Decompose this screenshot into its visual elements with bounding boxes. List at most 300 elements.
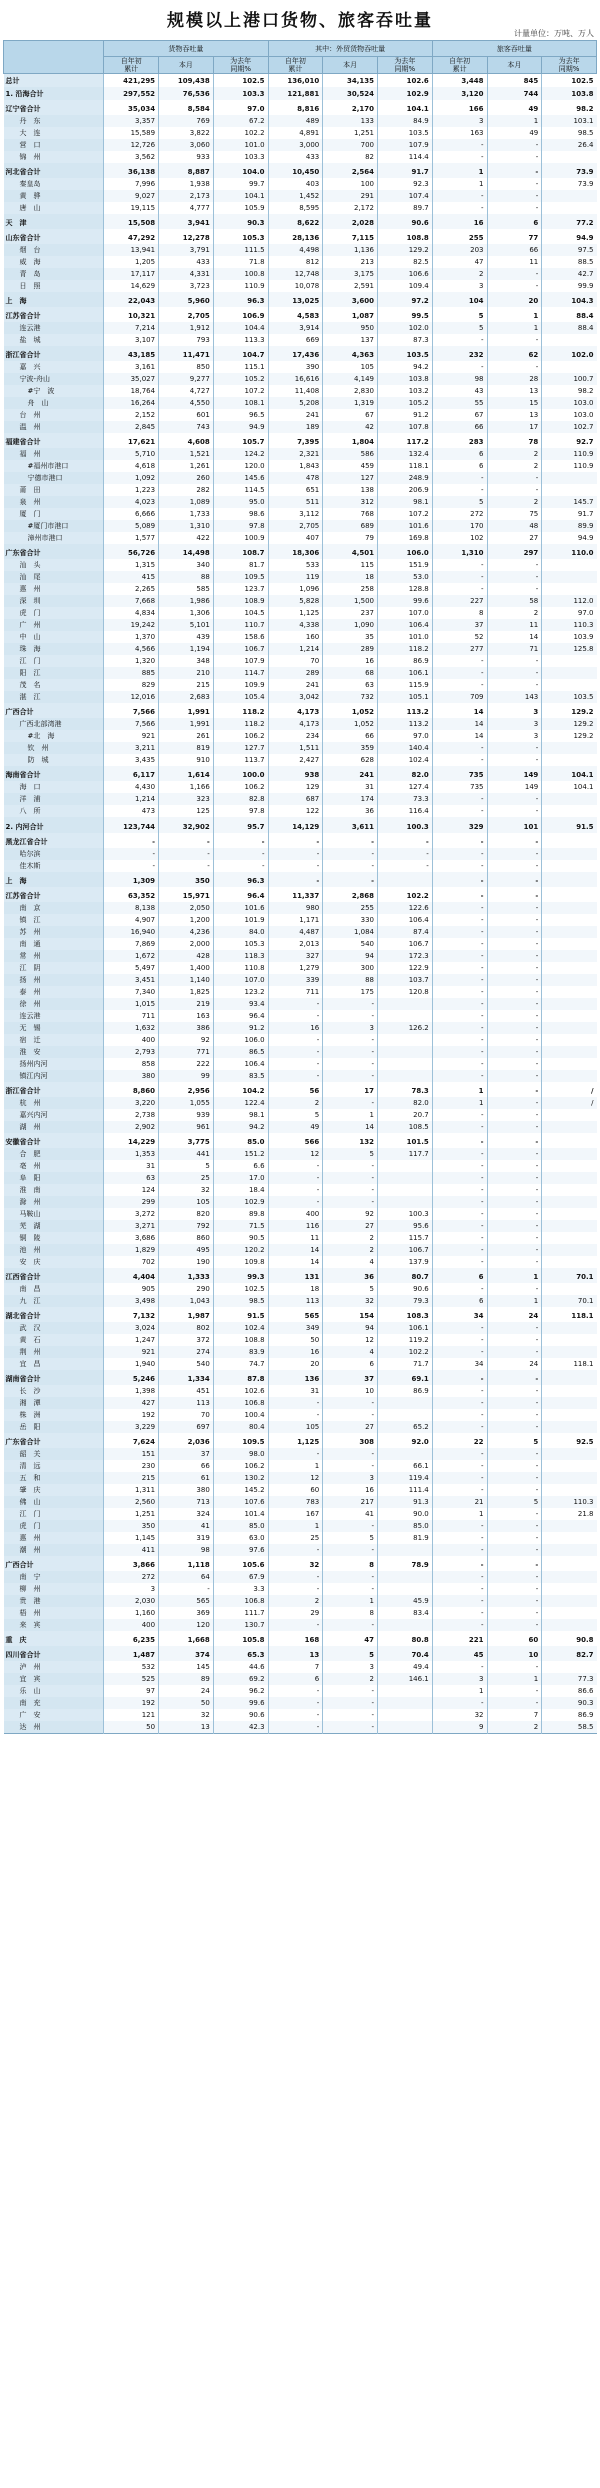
value-cell: 93.4 bbox=[213, 998, 268, 1010]
value-cell: 102.9 bbox=[378, 87, 433, 100]
value-cell: 1 bbox=[487, 1673, 542, 1685]
value-cell: 189 bbox=[268, 421, 323, 433]
value-cell: 1,214 bbox=[268, 643, 323, 655]
value-cell: - bbox=[487, 1184, 542, 1196]
value-cell bbox=[378, 1196, 433, 1208]
value-cell: 118.2 bbox=[378, 643, 433, 655]
value-cell: 1,577 bbox=[104, 532, 159, 544]
value-cell: - bbox=[432, 1370, 487, 1385]
port-name-cell: 宜 昌 bbox=[4, 1358, 104, 1370]
value-cell: 85.0 bbox=[378, 1520, 433, 1532]
port-name-cell: 嘉兴内河 bbox=[4, 1109, 104, 1121]
value-cell: - bbox=[487, 1460, 542, 1472]
value-cell: 71.5 bbox=[213, 1220, 268, 1232]
value-cell: 5,089 bbox=[104, 520, 159, 532]
value-cell bbox=[542, 679, 597, 691]
value-cell: 1,843 bbox=[268, 460, 323, 472]
value-cell: - bbox=[487, 1070, 542, 1082]
value-cell: 97.6 bbox=[213, 1544, 268, 1556]
value-cell: 100 bbox=[323, 178, 378, 190]
port-name-cell: 2. 内河合计 bbox=[4, 817, 104, 833]
table-row bbox=[4, 1520, 597, 1532]
table-row bbox=[4, 385, 597, 397]
value-cell: - bbox=[432, 1484, 487, 1496]
value-cell: 669 bbox=[268, 334, 323, 346]
value-cell: - bbox=[432, 833, 487, 848]
value-cell: 1 bbox=[432, 1508, 487, 1520]
value-cell: 107.0 bbox=[213, 974, 268, 986]
value-cell: 106.0 bbox=[378, 544, 433, 559]
value-cell: 109.5 bbox=[213, 571, 268, 583]
value-cell: 103.1 bbox=[542, 115, 597, 127]
value-cell: 106.7 bbox=[378, 938, 433, 950]
value-cell: 66 bbox=[432, 421, 487, 433]
value-cell: 18 bbox=[323, 571, 378, 583]
value-cell: - bbox=[487, 1172, 542, 1184]
value-cell bbox=[378, 1544, 433, 1556]
value-cell: 16 bbox=[268, 1022, 323, 1034]
value-cell: 2,036 bbox=[159, 1433, 214, 1448]
value-cell: 34 bbox=[432, 1307, 487, 1322]
value-cell bbox=[378, 998, 433, 1010]
table-row bbox=[4, 544, 597, 559]
value-cell: 1,251 bbox=[104, 1508, 159, 1520]
value-cell: 768 bbox=[323, 508, 378, 520]
port-name-cell: 江 门 bbox=[4, 655, 104, 667]
value-cell bbox=[542, 742, 597, 754]
value-cell: 330 bbox=[323, 914, 378, 926]
value-cell: 3,042 bbox=[268, 691, 323, 703]
value-cell: - bbox=[487, 1283, 542, 1295]
value-cell: 91.2 bbox=[213, 1022, 268, 1034]
port-name-cell: 江苏省合计 bbox=[4, 887, 104, 902]
value-cell: 411 bbox=[104, 1544, 159, 1556]
value-cell: 4,777 bbox=[159, 202, 214, 214]
value-cell: 15 bbox=[487, 397, 542, 409]
value-cell: 215 bbox=[104, 1472, 159, 1484]
table-row bbox=[4, 887, 597, 902]
column-header: 本月 bbox=[323, 57, 378, 74]
value-cell: 103.3 bbox=[213, 151, 268, 163]
value-cell bbox=[542, 1133, 597, 1148]
value-cell: 858 bbox=[104, 1058, 159, 1070]
value-cell: 100.7 bbox=[542, 373, 597, 385]
value-cell: - bbox=[487, 178, 542, 190]
value-cell: 129.2 bbox=[542, 718, 597, 730]
value-cell: 1,991 bbox=[159, 718, 214, 730]
value-cell: 327 bbox=[268, 950, 323, 962]
value-cell: 56 bbox=[268, 1082, 323, 1097]
value-cell: 12,726 bbox=[104, 139, 159, 151]
value-cell: 1,986 bbox=[159, 595, 214, 607]
value-cell: 441 bbox=[159, 1148, 214, 1160]
value-cell: 819 bbox=[159, 742, 214, 754]
table-row bbox=[4, 559, 597, 571]
value-cell: 349 bbox=[268, 1322, 323, 1334]
value-cell: - bbox=[432, 950, 487, 962]
value-cell: 73.9 bbox=[542, 163, 597, 178]
value-cell: 5 bbox=[323, 1283, 378, 1295]
value-cell: 8,584 bbox=[159, 100, 214, 115]
value-cell bbox=[542, 1070, 597, 1082]
value-cell: - bbox=[323, 1397, 378, 1409]
value-cell: 241 bbox=[323, 766, 378, 781]
value-cell: - bbox=[432, 472, 487, 484]
value-cell: 1 bbox=[487, 1295, 542, 1307]
value-cell: 282 bbox=[159, 484, 214, 496]
value-cell bbox=[542, 1046, 597, 1058]
value-cell: - bbox=[323, 833, 378, 848]
value-cell: 125.8 bbox=[542, 643, 597, 655]
table-row bbox=[4, 1532, 597, 1544]
value-cell: 3 bbox=[432, 280, 487, 292]
value-cell: 10,321 bbox=[104, 307, 159, 322]
value-cell: 2,427 bbox=[268, 754, 323, 766]
value-cell: 27 bbox=[323, 1421, 378, 1433]
port-name-cell: 泰 州 bbox=[4, 986, 104, 998]
table-row bbox=[4, 691, 597, 703]
value-cell: - bbox=[323, 1544, 378, 1556]
port-name-cell: 盐 城 bbox=[4, 334, 104, 346]
table-row bbox=[4, 1631, 597, 1646]
value-cell: - bbox=[487, 1220, 542, 1232]
value-cell: 8,887 bbox=[159, 163, 214, 178]
value-cell: 163 bbox=[159, 1010, 214, 1022]
value-cell: 118.2 bbox=[213, 703, 268, 718]
table-row bbox=[4, 100, 597, 115]
value-cell: - bbox=[487, 926, 542, 938]
port-name-cell: 合 肥 bbox=[4, 1148, 104, 1160]
value-cell: 110.7 bbox=[213, 619, 268, 631]
value-cell: 1,733 bbox=[159, 508, 214, 520]
value-cell: 7,115 bbox=[323, 229, 378, 244]
value-cell: 70 bbox=[268, 655, 323, 667]
value-cell: 2,868 bbox=[323, 887, 378, 902]
table-row bbox=[4, 448, 597, 460]
value-cell: 106.4 bbox=[378, 619, 433, 631]
port-name-cell: 黄 石 bbox=[4, 1334, 104, 1346]
table-row bbox=[4, 361, 597, 373]
port-name-cell: 中 山 bbox=[4, 631, 104, 643]
value-cell: 5,497 bbox=[104, 962, 159, 974]
value-cell: 2,902 bbox=[104, 1121, 159, 1133]
value-cell: - bbox=[487, 887, 542, 902]
value-cell: 10,078 bbox=[268, 280, 323, 292]
value-cell: 115.1 bbox=[213, 361, 268, 373]
value-cell: 121 bbox=[104, 1709, 159, 1721]
value-cell bbox=[542, 1544, 597, 1556]
value-cell: - bbox=[432, 902, 487, 914]
port-name-cell: 滁 州 bbox=[4, 1196, 104, 1208]
port-name-cell: 洋 浦 bbox=[4, 793, 104, 805]
value-cell: 5 bbox=[432, 307, 487, 322]
value-cell bbox=[542, 1196, 597, 1208]
table-row bbox=[4, 631, 597, 643]
value-cell: 97.2 bbox=[378, 292, 433, 307]
value-cell: 36,138 bbox=[104, 163, 159, 178]
value-cell: - bbox=[487, 848, 542, 860]
value-cell: 812 bbox=[268, 256, 323, 268]
value-cell: 697 bbox=[159, 1421, 214, 1433]
value-cell: 110.0 bbox=[542, 544, 597, 559]
table-row bbox=[4, 74, 597, 88]
value-cell: 850 bbox=[159, 361, 214, 373]
value-cell: - bbox=[487, 1397, 542, 1409]
value-cell: - bbox=[323, 1520, 378, 1532]
value-cell: 13 bbox=[487, 409, 542, 421]
value-cell: 113.7 bbox=[213, 754, 268, 766]
value-cell: - bbox=[432, 1058, 487, 1070]
value-cell: 91.7 bbox=[542, 508, 597, 520]
value-cell: 65.3 bbox=[213, 1646, 268, 1661]
table-row bbox=[4, 421, 597, 433]
value-cell bbox=[542, 833, 597, 848]
port-name-cell: 广东省合计 bbox=[4, 544, 104, 559]
value-cell: - bbox=[268, 1184, 323, 1196]
value-cell bbox=[542, 655, 597, 667]
value-cell: 921 bbox=[104, 730, 159, 742]
value-cell: 58.5 bbox=[542, 1721, 597, 1734]
port-name-cell: 秦皇岛 bbox=[4, 178, 104, 190]
value-cell: 845 bbox=[487, 74, 542, 88]
value-cell: 42.7 bbox=[542, 268, 597, 280]
value-cell: 118.2 bbox=[213, 718, 268, 730]
value-cell: 122 bbox=[268, 805, 323, 817]
value-cell: 145.2 bbox=[213, 1484, 268, 1496]
value-cell: 2 bbox=[487, 496, 542, 508]
value-cell: 129.2 bbox=[542, 703, 597, 718]
port-name-cell: 扬 州 bbox=[4, 974, 104, 986]
value-cell: 115 bbox=[323, 559, 378, 571]
value-cell: 82.7 bbox=[542, 1646, 597, 1661]
table-row bbox=[4, 1121, 597, 1133]
value-cell: 10 bbox=[323, 1385, 378, 1397]
value-cell: 104.3 bbox=[542, 292, 597, 307]
value-cell: 67 bbox=[432, 409, 487, 421]
table-row bbox=[4, 1010, 597, 1022]
value-cell bbox=[542, 1619, 597, 1631]
value-cell: 525 bbox=[104, 1673, 159, 1685]
port-name-cell: 阳 江 bbox=[4, 667, 104, 679]
table-row bbox=[4, 268, 597, 280]
value-cell: 3,723 bbox=[159, 280, 214, 292]
port-name-cell: 哈尔滨 bbox=[4, 848, 104, 860]
value-cell: 4,501 bbox=[323, 544, 378, 559]
value-cell: 99.5 bbox=[378, 307, 433, 322]
value-cell: - bbox=[323, 1448, 378, 1460]
value-cell: 90.8 bbox=[542, 1631, 597, 1646]
value-cell: 372 bbox=[159, 1334, 214, 1346]
value-cell bbox=[378, 1709, 433, 1721]
value-cell: 16 bbox=[323, 655, 378, 667]
port-name-cell: 达 州 bbox=[4, 1721, 104, 1734]
value-cell: 166 bbox=[432, 100, 487, 115]
value-cell: 1,311 bbox=[104, 1484, 159, 1496]
value-cell: 133 bbox=[323, 115, 378, 127]
value-cell: 104.1 bbox=[213, 190, 268, 202]
value-cell: 289 bbox=[323, 643, 378, 655]
value-cell: 3,211 bbox=[104, 742, 159, 754]
value-cell: 323 bbox=[159, 793, 214, 805]
value-cell: 221 bbox=[432, 1631, 487, 1646]
value-cell: - bbox=[432, 1322, 487, 1334]
value-cell: 106.2 bbox=[213, 730, 268, 742]
value-cell: 32 bbox=[323, 1295, 378, 1307]
port-name-cell: 惠 州 bbox=[4, 583, 104, 595]
value-cell: 3,562 bbox=[104, 151, 159, 163]
port-name-cell: 虎 门 bbox=[4, 1520, 104, 1532]
value-cell: 2 bbox=[487, 607, 542, 619]
value-cell: 98.5 bbox=[213, 1295, 268, 1307]
value-cell: 106.6 bbox=[378, 268, 433, 280]
value-cell: - bbox=[432, 1520, 487, 1532]
value-cell: - bbox=[487, 679, 542, 691]
value-cell: - bbox=[487, 571, 542, 583]
value-cell: 97.8 bbox=[213, 520, 268, 532]
value-cell: 94.9 bbox=[542, 229, 597, 244]
value-cell: 113.2 bbox=[378, 703, 433, 718]
port-name-cell: 福建省合计 bbox=[4, 433, 104, 448]
value-cell: 744 bbox=[487, 87, 542, 100]
value-cell: - bbox=[432, 1184, 487, 1196]
port-name-cell: 乐 山 bbox=[4, 1685, 104, 1697]
value-cell bbox=[378, 1397, 433, 1409]
table-row bbox=[4, 1544, 597, 1556]
value-cell: 339 bbox=[268, 974, 323, 986]
value-cell: 89.8 bbox=[213, 1208, 268, 1220]
value-cell: 6 bbox=[323, 1358, 378, 1370]
value-cell: 4,023 bbox=[104, 496, 159, 508]
value-cell: 4,834 bbox=[104, 607, 159, 619]
table-row bbox=[4, 902, 597, 914]
value-cell: 136,010 bbox=[268, 74, 323, 88]
table-row bbox=[4, 346, 597, 361]
value-cell: 32 bbox=[432, 1709, 487, 1721]
value-cell: 49 bbox=[487, 127, 542, 139]
value-cell: 237 bbox=[323, 607, 378, 619]
value-cell: 291 bbox=[323, 190, 378, 202]
value-cell: - bbox=[487, 914, 542, 926]
value-cell: 58 bbox=[487, 595, 542, 607]
port-name-cell: 浙江省合计 bbox=[4, 1082, 104, 1097]
value-cell: 91.7 bbox=[378, 163, 433, 178]
value-cell: - bbox=[432, 1121, 487, 1133]
value-cell: 14,229 bbox=[104, 1133, 159, 1148]
table-row bbox=[4, 860, 597, 872]
value-cell: - bbox=[432, 1532, 487, 1544]
value-cell: 3,941 bbox=[159, 214, 214, 229]
value-cell: - bbox=[487, 655, 542, 667]
port-name-cell: 潮 州 bbox=[4, 1544, 104, 1556]
value-cell: 104.2 bbox=[213, 1082, 268, 1097]
value-cell: 78.3 bbox=[378, 1082, 433, 1097]
port-name-cell: 清 远 bbox=[4, 1460, 104, 1472]
value-cell: 421,295 bbox=[104, 74, 159, 88]
value-cell: 92.5 bbox=[542, 1433, 597, 1448]
value-cell: 1,090 bbox=[323, 619, 378, 631]
table-row bbox=[4, 1385, 597, 1397]
value-cell: 101.6 bbox=[378, 520, 433, 532]
value-cell: 88 bbox=[323, 974, 378, 986]
value-cell: 4,907 bbox=[104, 914, 159, 926]
value-cell: 115.7 bbox=[378, 1232, 433, 1244]
throughput-table bbox=[3, 40, 597, 1734]
value-cell bbox=[542, 938, 597, 950]
value-cell: 5 bbox=[432, 322, 487, 334]
value-cell: 9,027 bbox=[104, 190, 159, 202]
value-cell: 4,618 bbox=[104, 460, 159, 472]
value-cell: - bbox=[487, 1595, 542, 1607]
value-cell: 1,251 bbox=[323, 127, 378, 139]
port-name-cell: 四川省合计 bbox=[4, 1646, 104, 1661]
value-cell: 2 bbox=[323, 1244, 378, 1256]
value-cell: 140.4 bbox=[378, 742, 433, 754]
value-cell: 101 bbox=[487, 817, 542, 833]
value-cell: 400 bbox=[268, 1208, 323, 1220]
port-name-cell: 淮 南 bbox=[4, 1184, 104, 1196]
value-cell: 92 bbox=[159, 1034, 214, 1046]
value-cell: 110.8 bbox=[213, 962, 268, 974]
value-cell: - bbox=[487, 1133, 542, 1148]
port-name-cell: 南 昌 bbox=[4, 1283, 104, 1295]
value-cell: 386 bbox=[159, 1022, 214, 1034]
table-row bbox=[4, 1082, 597, 1097]
value-cell: 91.5 bbox=[213, 1307, 268, 1322]
value-cell: - bbox=[432, 1472, 487, 1484]
value-cell: 88.4 bbox=[542, 307, 597, 322]
value-cell: 63,352 bbox=[104, 887, 159, 902]
value-cell: 7,668 bbox=[104, 595, 159, 607]
value-cell: - bbox=[432, 1220, 487, 1232]
value-cell: 67.2 bbox=[213, 115, 268, 127]
value-cell: 105 bbox=[159, 1196, 214, 1208]
port-name-cell: 亳 州 bbox=[4, 1160, 104, 1172]
value-cell: - bbox=[487, 1484, 542, 1496]
value-cell: 5 bbox=[323, 1532, 378, 1544]
value-cell: 84.0 bbox=[213, 926, 268, 938]
table-row bbox=[4, 607, 597, 619]
value-cell: 1,160 bbox=[104, 1607, 159, 1619]
value-cell: 79 bbox=[323, 532, 378, 544]
table-row bbox=[4, 872, 597, 887]
table-row bbox=[4, 998, 597, 1010]
value-cell: - bbox=[487, 974, 542, 986]
value-cell: 219 bbox=[159, 998, 214, 1010]
value-cell: 130.2 bbox=[213, 1472, 268, 1484]
value-cell: 1 bbox=[487, 322, 542, 334]
table-row bbox=[4, 817, 597, 833]
value-cell: 4 bbox=[323, 1256, 378, 1268]
column-header: 为去年 同期% bbox=[542, 57, 597, 74]
value-cell: 100.4 bbox=[213, 1409, 268, 1421]
port-name-cell: 海南省合计 bbox=[4, 766, 104, 781]
value-cell: 4,498 bbox=[268, 244, 323, 256]
value-cell: - bbox=[432, 938, 487, 950]
value-cell: 117.2 bbox=[378, 433, 433, 448]
value-cell: 3,120 bbox=[432, 87, 487, 100]
table-row bbox=[4, 1244, 597, 1256]
table-row bbox=[4, 1607, 597, 1619]
value-cell: 769 bbox=[159, 115, 214, 127]
value-cell: 7,566 bbox=[104, 703, 159, 718]
value-cell: 329 bbox=[432, 817, 487, 833]
value-cell: 1 bbox=[487, 307, 542, 322]
value-cell: 300 bbox=[323, 962, 378, 974]
value-cell: - bbox=[487, 950, 542, 962]
value-cell: 1,043 bbox=[159, 1295, 214, 1307]
port-name-cell: 宜 宾 bbox=[4, 1673, 104, 1685]
value-cell: 97.8 bbox=[213, 805, 268, 817]
